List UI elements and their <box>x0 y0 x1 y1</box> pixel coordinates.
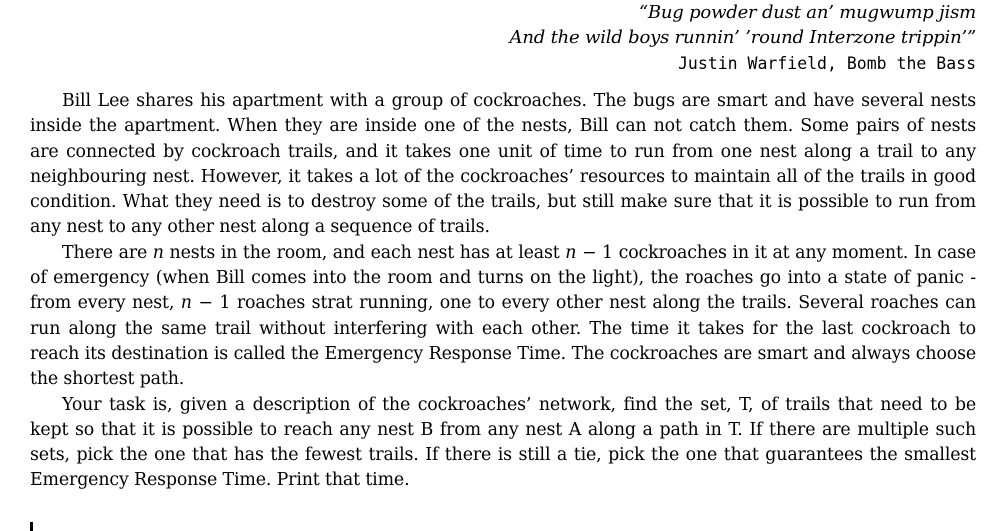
text-segment: − 1 roaches strat running, one to every other nest along the trails. Several roaches can run along the same trail without interfering with each other. The time it takes for the last cockroach to reach its destination is called the Emergency Response Time. The cockroaches are smart and always choose the shortest path. <box>30 293 976 390</box>
epigraph-line-2: And the wild boys runnin’ ’round Interzone trippin’” <box>509 27 976 48</box>
text-segment: − 1 cockroaches in it at any moment. In case of emergency (when Bill comes into the room and turns on the light), the roaches go into a state of panic - from every nest, <box>30 242 976 314</box>
epigraph-line-1: “Bug powder dust an’ mugwump jism <box>638 2 976 23</box>
math-variable-n: n <box>180 293 192 314</box>
text-segment: There are <box>62 242 153 263</box>
paragraph-emergency <box>30 241 976 393</box>
epigraph <box>510 0 976 76</box>
problem-statement <box>30 89 976 494</box>
text-segment: nests in the room, and each nest has at least <box>163 242 566 263</box>
paragraph-intro: Bill Lee shares his apartment with a group of cockroaches. The bugs are smart and have several nests inside the apartment. When they are inside one of the nests, Bill can not catch them. Some pairs of nests are connected by cockroach trails, and it takes one unit of time to run from one nest along a trail to any neighbouring nest. However, it takes a lot of the cockroaches’ resources to maintain all of the trails in good condition. What they need is to destroy some of the trails, but still make sure that it is possible to run from any nest to any other nest along a sequence of trails. <box>30 91 976 238</box>
paragraph-task: Your task is, given a description of the cockroaches’ network, find the set, T, of trails that need to be kept so that it is possible to reach any nest B from any nest A along a path in T. If there are multiple such sets, pick the one that has the fewest trails. If there is still a tie, pick the one that guarantees the smallest Emergency Response Time. Print that time. <box>30 394 976 491</box>
cut-off-glyph <box>30 522 33 531</box>
math-variable-n: n <box>565 242 577 263</box>
epigraph-attribution: Justin Warfield, Bomb the Bass <box>677 54 976 73</box>
math-variable-n: n <box>152 242 164 263</box>
